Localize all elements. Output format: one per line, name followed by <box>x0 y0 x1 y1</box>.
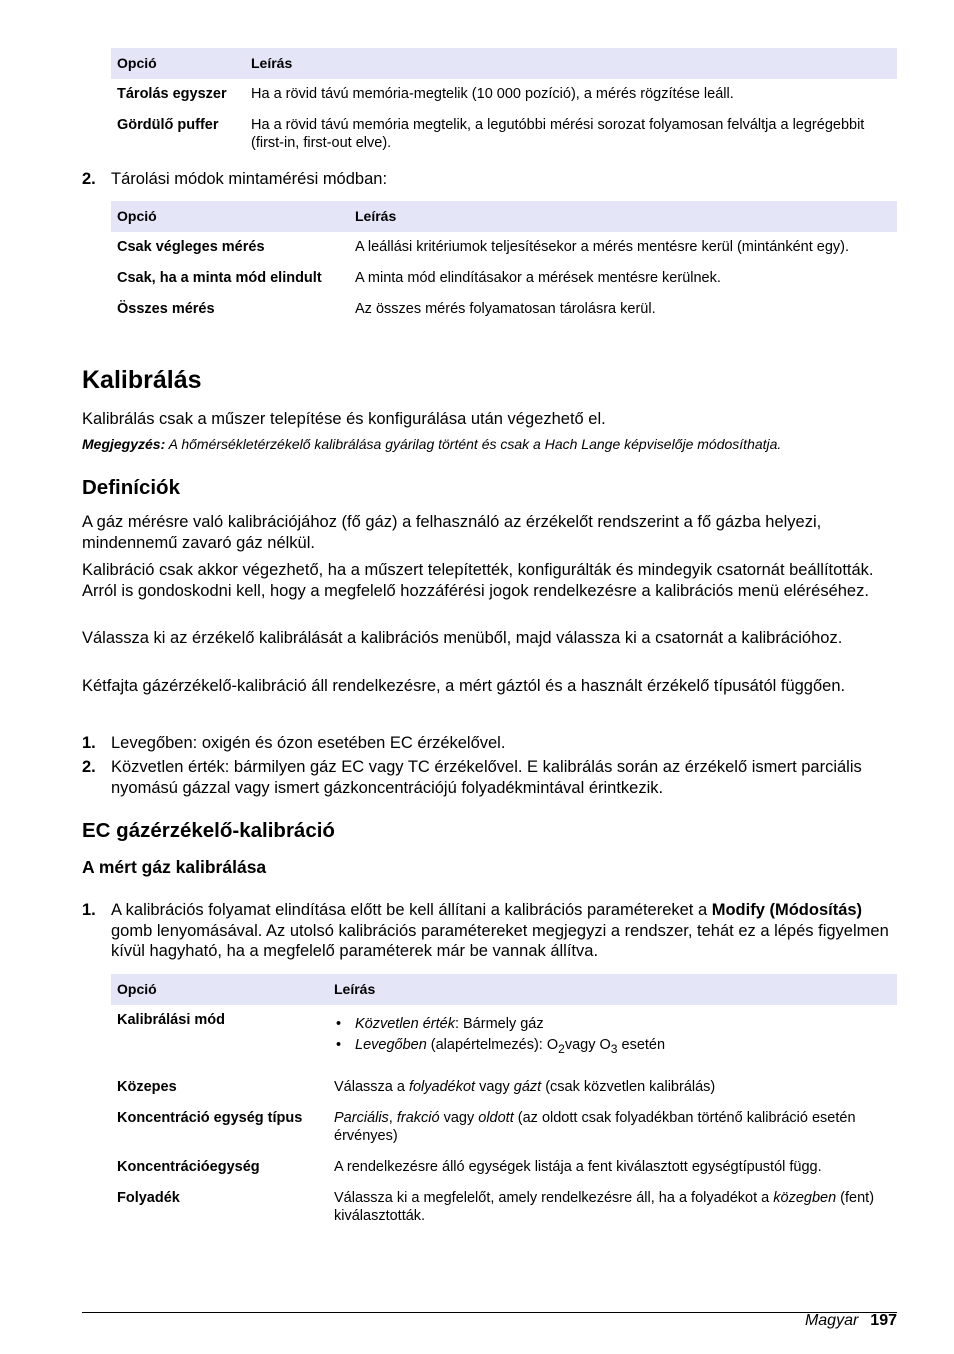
option-name: Közepes <box>117 1078 177 1095</box>
sample-storage-table <box>111 201 897 325</box>
option-description: Az összes mérés folyamatosan tárolásra kerül. <box>355 301 656 317</box>
table-row <box>111 1072 897 1103</box>
term: gázt <box>513 1078 542 1095</box>
step-number: 2. <box>82 170 96 188</box>
note <box>82 436 897 452</box>
page-footer <box>805 1312 897 1330</box>
definition-item-1 <box>82 733 897 754</box>
text: vagy <box>475 1078 514 1095</box>
list-item <box>334 1035 891 1060</box>
option-description: A leállási kritériumok teljesítésekor a mérés mentésre kerül (mintánként egy). <box>355 239 849 255</box>
option-description: Ha a rövid távú memória megtelik, a legutóbbi mérési sorozat folyamosan felváltja a legrégebbit (first-in, first-out elve). <box>251 117 865 151</box>
definition-item-2 <box>82 757 897 798</box>
column-header-description: Leírás <box>349 201 897 232</box>
step-text: A kalibrációs folyamat elindítása előtt be kell állítani a kalibrációs paramétereket a <box>111 901 712 919</box>
option-description <box>328 1103 897 1152</box>
text: (fent) kiválasztották. <box>334 1189 875 1224</box>
storage-options-table <box>111 48 897 159</box>
term: oldott <box>478 1109 514 1126</box>
option-name: Gördülő puffer <box>117 117 219 133</box>
column-header-option: Opció <box>111 201 349 232</box>
table-row <box>111 294 897 325</box>
step-number: 1. <box>82 901 96 919</box>
item-text: esetén <box>617 1037 666 1053</box>
step-2 <box>82 169 897 190</box>
list-item <box>334 1014 891 1035</box>
term: folyadékot <box>408 1078 476 1095</box>
column-header-option: Opció <box>111 48 245 79</box>
modify-button-label: Modify (Módosítás) <box>711 901 863 919</box>
option-name: Tárolás egyszer <box>117 86 227 102</box>
definitions-paragraph: Kétfajta gázérzékelő-kalibráció áll rendelkezésre, a mért gáztól és a használt érzékelő típusától függően. <box>82 677 846 695</box>
subsection-title: A mért gáz kalibrálása <box>82 857 267 877</box>
text: (csak közvetlen kalibrálás) <box>541 1078 716 1095</box>
option-name: Koncentrációegység <box>117 1158 260 1175</box>
item-term: Közvetlen érték <box>355 1016 455 1032</box>
table-row <box>111 1152 897 1183</box>
option-name: Kalibrálási mód <box>117 1012 225 1028</box>
definitions-paragraph: Kalibráció csak akkor végezhető, ha a műszert telepítették, konfigurálták és mindegyik csatornát beállították. Arról is gondoskodni kell, hogy a megfelelő hozzáférési jogok rendelkezésre a kalibrációs menü eléréséhez. <box>82 561 874 600</box>
table-row <box>111 1103 897 1152</box>
ec-step-1 <box>82 900 897 962</box>
option-name: Összes mérés <box>117 301 215 317</box>
option-description: A minta mód elindításakor a mérések mentésre kerülnek. <box>355 270 721 286</box>
item-text: : Bármely gáz <box>454 1016 544 1032</box>
option-description <box>328 1183 897 1232</box>
table-header-row <box>111 974 897 1005</box>
table-row <box>111 263 897 294</box>
item-number: 2. <box>82 758 96 776</box>
calibration-options-table <box>111 974 897 1232</box>
option-name: Csak, ha a minta mód elindult <box>117 270 322 286</box>
option-name: Koncentráció egység típus <box>117 1109 303 1126</box>
definitions-paragraph: Válassza ki az érzékelő kalibrálását a kalibrációs menüből, majd válassza ki a csatornát a kalibrációhoz. <box>82 629 843 647</box>
item-text: Levegőben: oxigén és ózon esetében EC érzékelővel. <box>111 734 506 752</box>
item-text: (alapértelmezés): O <box>426 1037 559 1053</box>
table-row <box>111 1005 897 1072</box>
note-label: Megjegyzés: <box>82 436 166 452</box>
term: frakció <box>396 1109 440 1126</box>
section-title-ec: EC gázérzékelő-kalibráció <box>82 819 335 842</box>
text: vagy <box>439 1109 479 1126</box>
table-header-row <box>111 48 897 79</box>
page-number: 197 <box>870 1312 897 1329</box>
option-description <box>328 1005 897 1072</box>
note-text: A hőmérsékletérzékelő kalibrálása gyárilag történt és csak a Hach Lange képviselője módosíthatja. <box>165 436 782 452</box>
term: Parciális <box>334 1109 389 1126</box>
item-term: Levegőben <box>355 1037 427 1053</box>
column-header-description: Leírás <box>328 974 897 1005</box>
kalibralas-intro: Kalibrálás csak a műszer telepítése és konfigurálása után végezhető el. <box>82 410 606 428</box>
table-row <box>111 1183 897 1232</box>
option-description <box>328 1072 897 1103</box>
text: , <box>388 1109 397 1126</box>
column-header-description: Leírás <box>245 48 897 79</box>
option-description: A rendelkezésre álló egységek listája a fent kiválasztott egységtípustól függ. <box>334 1158 822 1175</box>
step-text: gomb lenyomásával. Az utolsó kalibrációs paramétereket megjegyzi a rendszer, tehát ez a lépés figyelmen kívül hagyható, ha a megfelelő paraméterek már be vannak állítva. <box>111 921 889 960</box>
item-text: Közvetlen érték: bármilyen gáz EC vagy TC érzékelővel. E kalibrálás során az érzékelő ismert parciális nyomású gázzal vagy ismert gázkoncentrációjú folyadékmintával érintkezik. <box>111 758 862 797</box>
item-text: vagy O <box>564 1037 611 1053</box>
column-header-option: Opció <box>111 974 328 1005</box>
text: Válassza a <box>334 1078 409 1095</box>
option-name: Csak végleges mérés <box>117 239 265 255</box>
text: Válassza ki a megfelelőt, amely rendelkezésre áll, ha a folyadékot a <box>334 1189 774 1206</box>
subscript: 3 <box>610 1041 618 1056</box>
table-header-row <box>111 201 897 232</box>
term: közegben <box>773 1189 837 1206</box>
option-name: Folyadék <box>117 1189 180 1206</box>
option-description: Ha a rövid távú memória-megtelik (10 000 pozíció), a mérés rögzítése leáll. <box>251 86 734 102</box>
section-title-kalibralas: Kalibrálás <box>82 366 202 394</box>
item-number: 1. <box>82 734 96 752</box>
table-row <box>111 79 897 110</box>
footer-divider <box>82 1312 897 1313</box>
text: (az oldott csak folyadékban történő kalibráció esetén érvényes) <box>334 1109 856 1144</box>
definitions-paragraph: A gáz mérésre való kalibrációjához (fő gáz) a felhasználó az érzékelőt rendszerint a fő gázba helyezi, mindennemű zavaró gáz nélkül. <box>82 513 822 552</box>
mode-list <box>334 1014 891 1060</box>
table-row <box>111 232 897 263</box>
footer-language: Magyar <box>804 1312 859 1329</box>
table-row <box>111 110 897 159</box>
step-text: Tárolási módok mintamérési módban: <box>111 170 388 188</box>
section-title-definiciok: Definíciók <box>82 476 180 499</box>
subscript: 2 <box>558 1041 565 1056</box>
